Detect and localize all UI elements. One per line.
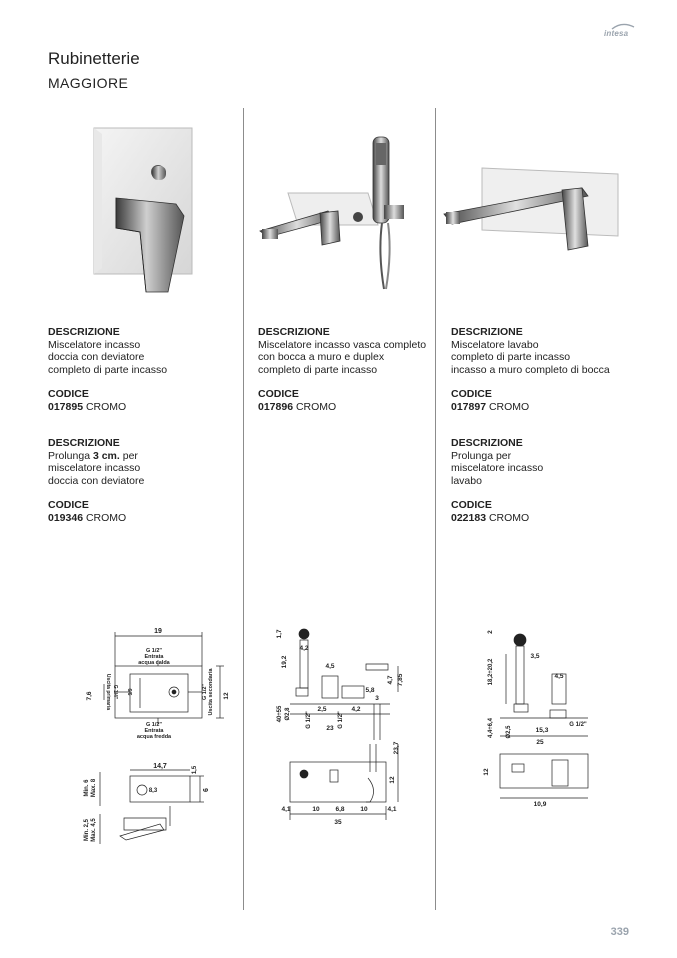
dimension-label: 7,85 bbox=[397, 673, 404, 687]
dimension-label: Uscita secondaria bbox=[208, 668, 214, 716]
dimension-label: 12 bbox=[389, 776, 396, 784]
description-line: Miscelatore lavabo bbox=[451, 338, 539, 351]
technical-drawing-017896-side bbox=[270, 740, 420, 830]
dimension-label: Entrata bbox=[144, 728, 164, 734]
dimension-label: Ø2,5 bbox=[506, 725, 512, 739]
technical-drawing-017895-side bbox=[70, 758, 220, 848]
dimension-label: G 1/2" bbox=[145, 648, 163, 654]
product-block-022183 bbox=[451, 437, 631, 525]
description-line: incasso a muro completo di bocca bbox=[451, 363, 610, 376]
product-image-017895 bbox=[88, 124, 200, 296]
dimension-label: 4,2 bbox=[351, 706, 361, 713]
finish: CROMO bbox=[85, 400, 127, 413]
product-image-017896 bbox=[258, 133, 424, 293]
description-label: DESCRIZIONE bbox=[258, 326, 330, 338]
dimension-label: 14,7 bbox=[153, 763, 167, 770]
product-block-017897 bbox=[451, 326, 631, 414]
dimension-label: 19,2 bbox=[281, 655, 288, 669]
dimension-label: 3 bbox=[375, 695, 379, 702]
dimension-label: 23 bbox=[326, 725, 334, 732]
finish: CROMO bbox=[488, 400, 530, 413]
product-block-017895 bbox=[48, 326, 233, 414]
dimension-label: 10,9 bbox=[533, 801, 547, 808]
dimension-label: 4,1 bbox=[387, 806, 397, 813]
dimension-label: 7,6 bbox=[86, 691, 93, 701]
product-block-017896 bbox=[258, 326, 433, 414]
column-divider bbox=[243, 108, 244, 910]
dimension-label: 1,7 bbox=[276, 629, 283, 639]
product-code: 017896 bbox=[258, 400, 294, 413]
dimension-label: 25 bbox=[536, 739, 544, 746]
description-line: Prolunga per bbox=[451, 449, 512, 462]
product-code: 017895 bbox=[48, 400, 84, 413]
dimension-label: Min. 6 bbox=[84, 779, 90, 797]
finish: CROMO bbox=[85, 511, 127, 524]
description-line: Miscelatore incasso vasca completo bbox=[258, 338, 427, 351]
technical-drawing-017897-top bbox=[480, 624, 600, 750]
dimension-label: 4,7 bbox=[387, 675, 394, 685]
dimension-label: G 1/2" bbox=[145, 722, 163, 728]
dimension-label: 4,5 bbox=[554, 673, 564, 680]
product-code: 019346 bbox=[48, 511, 84, 524]
dimension-label: 40÷55 bbox=[277, 705, 283, 723]
dimension-label: G 1/2" bbox=[569, 722, 587, 728]
page-title: Rubinetterie bbox=[48, 49, 140, 68]
product-block-019346 bbox=[48, 437, 233, 525]
description-label: DESCRIZIONE bbox=[48, 326, 120, 338]
dimension-label: 23,7 bbox=[393, 741, 400, 755]
product-code: 022183 bbox=[451, 511, 487, 524]
dimension-label: G 1/2" bbox=[338, 711, 344, 729]
description-bold: 3 cm. bbox=[92, 449, 120, 462]
description-label: DESCRIZIONE bbox=[451, 437, 523, 449]
dimension-label: acqua calda bbox=[138, 660, 170, 666]
description-line: completo di parte incasso bbox=[48, 363, 168, 376]
technical-drawing-017896-top bbox=[270, 620, 420, 740]
dimension-label: 1,5 bbox=[192, 765, 198, 775]
description-text: per bbox=[119, 449, 138, 462]
description-label: DESCRIZIONE bbox=[451, 326, 523, 338]
dimension-label: 6/6 bbox=[126, 688, 132, 696]
description-line: completo di parte incasso bbox=[258, 363, 378, 376]
dimension-label: 4,4÷6,4 bbox=[488, 718, 494, 738]
description-line: lavabo bbox=[451, 474, 482, 487]
finish: CROMO bbox=[295, 400, 337, 413]
page-subtitle: MAGGIORE bbox=[48, 75, 129, 91]
page-number: 339 bbox=[610, 926, 629, 938]
dimension-label: Max. 8 bbox=[91, 778, 97, 798]
technical-drawing-017897-side bbox=[480, 750, 600, 810]
code-label: CODICE bbox=[48, 499, 89, 512]
dimension-label: 6,8 bbox=[335, 806, 345, 813]
dimension-label: Ø2,8 bbox=[285, 707, 291, 721]
dimension-label: 12 bbox=[483, 768, 490, 776]
dimension-label: 3,5 bbox=[530, 653, 540, 660]
dimension-label: 2,5 bbox=[317, 706, 327, 713]
dimension-label: Uscita primaria bbox=[105, 673, 111, 711]
description-line: con bocca a muro e duplex bbox=[258, 351, 385, 364]
dimension-label: G 1/2" bbox=[202, 683, 208, 701]
description-line: miscelatore incasso bbox=[48, 462, 141, 475]
brand-logo bbox=[604, 20, 640, 42]
dimension-label: G 3/4" bbox=[112, 684, 118, 700]
dimension-label: 8,3 bbox=[148, 788, 158, 794]
dimension-label: 15,3 bbox=[535, 727, 549, 734]
description-text: Prolunga bbox=[48, 449, 93, 462]
dimension-label: 2 bbox=[487, 630, 494, 634]
dimension-label: 10 bbox=[360, 806, 368, 813]
dimension-label: Entrata bbox=[144, 654, 164, 660]
description-line: Miscelatore incasso bbox=[48, 338, 141, 351]
dimension-label: 4,5 bbox=[325, 663, 335, 670]
dimension-label: 35 bbox=[334, 819, 342, 826]
code-label: CODICE bbox=[258, 388, 299, 401]
dimension-label: 18,2÷20,2 bbox=[488, 658, 494, 686]
product-image-017897 bbox=[442, 160, 622, 260]
technical-drawing-017895-front bbox=[70, 622, 240, 748]
dimension-label: 5,8 bbox=[365, 687, 375, 694]
dimension-label: 4,1 bbox=[281, 806, 291, 813]
dimension-label: Min. 2,5 bbox=[84, 818, 90, 842]
description-label: DESCRIZIONE bbox=[48, 437, 120, 449]
code-label: CODICE bbox=[451, 499, 492, 512]
description-line: miscelatore incasso bbox=[451, 462, 544, 475]
dimension-label: G 1/2" bbox=[306, 711, 312, 729]
product-code: 017897 bbox=[451, 400, 487, 413]
dimension-label: 6 bbox=[203, 788, 210, 792]
dimension-label: 19 bbox=[154, 628, 162, 635]
column-divider bbox=[435, 108, 436, 910]
dimension-label: 12 bbox=[223, 692, 230, 700]
dimension-label: 10 bbox=[312, 806, 320, 813]
description-line: doccia con deviatore bbox=[48, 351, 145, 364]
dimension-label: Max. 4,5 bbox=[91, 818, 97, 842]
description-line: completo di parte incasso bbox=[451, 351, 571, 364]
description-line: doccia con deviatore bbox=[48, 474, 145, 487]
finish: CROMO bbox=[488, 511, 530, 524]
brand-name: intesa bbox=[604, 29, 629, 38]
dimension-label: acqua fredda bbox=[136, 734, 172, 740]
code-label: CODICE bbox=[451, 388, 492, 401]
code-label: CODICE bbox=[48, 388, 89, 401]
dimension-label: 4,2 bbox=[299, 645, 309, 652]
